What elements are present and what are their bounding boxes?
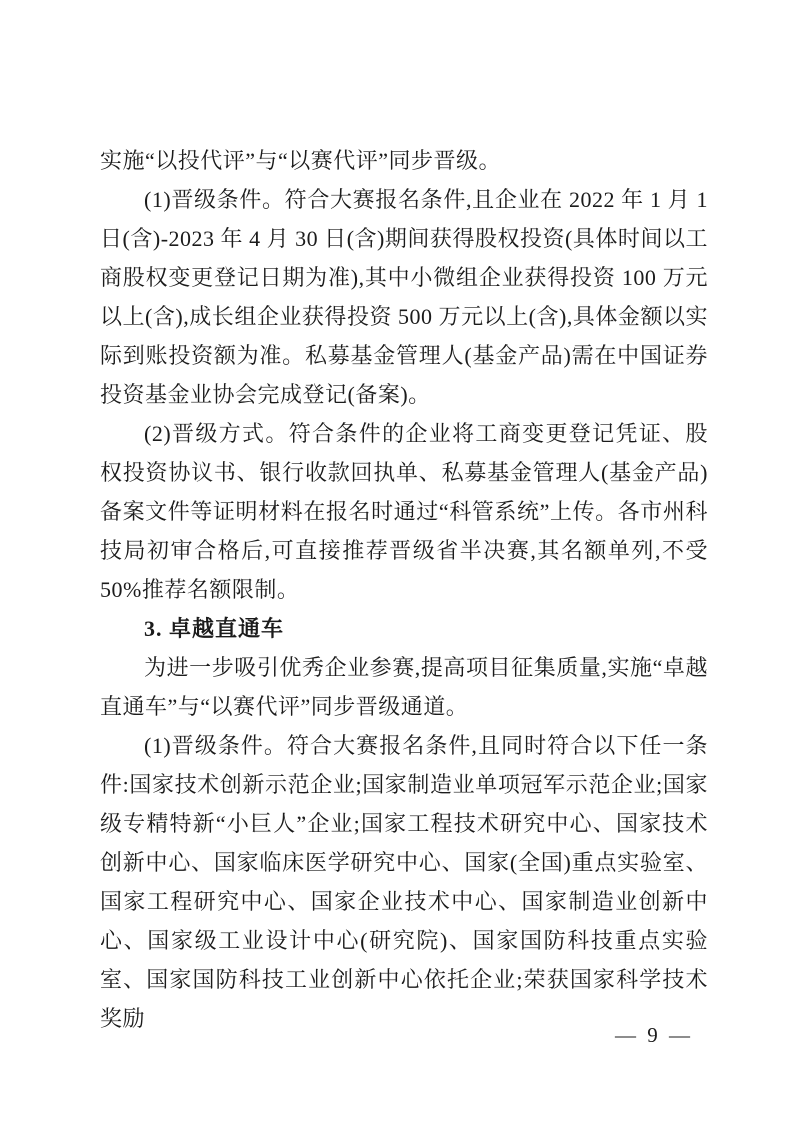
paragraph-promotion-conditions-qualifications: (1)晋级条件。符合大赛报名条件,且同时符合以下任一条件:国家技术创新示范企业;国家制造业单项冠军示范企业;国家级专精特新“小巨人”企业;国家工程技术研究中心、国家技术创新中心、国家临床医学研究中心、国家(全国)重点实验室、国家工程研究中心、国家企业技术中心、国家制造业创新中心、国家级工业设计中心(研究院)、国家国防科技重点实验室、国家国防科技工业创新中心依托企业;荣获国家科学技术奖励	[100, 733, 708, 1031]
paragraph-promotion-conditions-investment: (1)晋级条件。符合大赛报名条件,且企业在 2022 年 1 月 1 日(含)-2023 年 4 月 30 日(含)期间获得股权投资(具体时间以工商股权变更登记日期为准),其中小微组企业获得投资 100 万元以上(含),成长组企业获得投资 500 万元以上(含),具体金额以实际到账投资额为准。私募基金管理人(基金产品)需在中国证券投资基金业协会完成登记(备案)。	[100, 187, 708, 407]
paragraph-excellence-express-intro: 为进一步吸引优秀企业参赛,提高项目征集质量,实施“卓越直通车”与“以赛代评”同步晋级通道。	[100, 655, 708, 719]
paragraph-continuation: 实施“以投代评”与“以赛代评”同步晋级。	[100, 148, 502, 173]
heading-excellence-express: 3. 卓越直通车	[144, 616, 285, 641]
paragraph-promotion-method: (2)晋级方式。符合条件的企业将工商变更登记凭证、股权投资协议书、银行收款回执单、私募基金管理人(基金产品)备案文件等证明材料在报名时通过“科管系统”上传。各市州科技局初审合格后,可直接推荐晋级省半决赛,其名额单列,不受50%推荐名额限制。	[100, 421, 708, 602]
page-number: — 9 —	[615, 1023, 693, 1047]
document-body	[100, 141, 708, 1038]
